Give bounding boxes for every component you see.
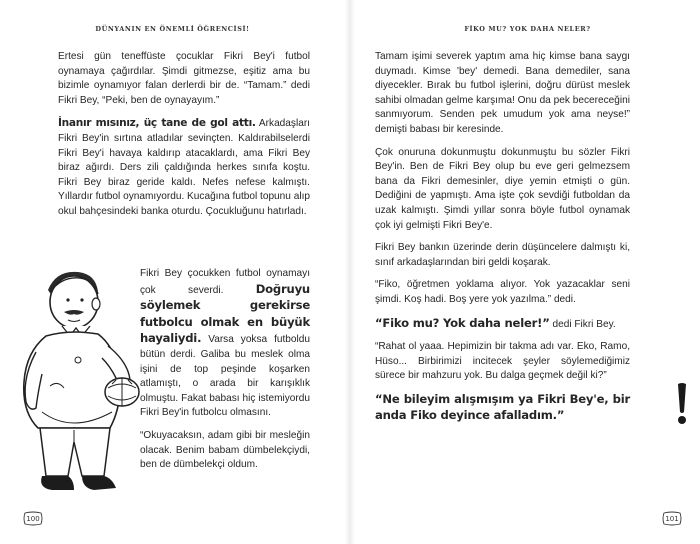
right-paragraph-2: Çok onuruna dokunmuştu dokunmuştu bu sözler Fikri Bey'in. Ben de Fikri Bey olup bu eve geri gelmezsem bana da Fikri demesinler, diye yemin etmişti o gün. Dediğini de yapmıştı. Ama işte çok sevdiği futboldan da uzak kalmıştı. Şimdi yıllar sonra böyle futbol oynamak çok iyi gelmişti Fikri Bey'e.: [375, 146, 630, 231]
right-page: [355, 0, 700, 544]
left-page-number-text: 100: [26, 514, 40, 523]
right-paragraph-7-highlight: “Ne bileyim alışmışım ya Fikri Bey'e, bir anda Fiko deyince afalladım.”: [375, 391, 630, 423]
book-gutter: [345, 0, 355, 544]
right-paragraph-5-rest: dedi Fikri Bey.: [549, 318, 616, 330]
left-paragraph-2: [58, 116, 310, 219]
right-text-block: [375, 50, 630, 433]
right-paragraph-3: Fikri Bey bankın üzerinde derin düşüncelere dalmıştı ki, sınıf arkadaşlarından biri geldi koşarak.: [375, 242, 630, 268]
right-paragraph-1: Tamam işimi severek yaptım ama hiç kimse bana saygı duymadı. Kimse 'bey' demedi. Bana demediler, sana diyecekler. Bırak bu futbol işlerini, doğru dürüst meslek sahibi olmadan gelme karşıma! Onu da pek becereceğini sanmıyorum. Senden pek umudum yok ama neyse!” demişti babası bir keresinde.: [375, 51, 630, 135]
left-paragraph-3-start: Fikri Bey çocukken futbol oynamayı çok severdi.: [140, 268, 310, 296]
left-paragraph-3-rest: Varsa yoksa futboldu bütün derdi. Galiba bu meslek olma işini de top peşinde koşarken atlamıştı, o arada bir karışıklık olmuştu. Fakat babası hiç istemiyordu Fikri Bey'in futbolcu olmasını.: [140, 334, 310, 419]
left-text-block-top: [58, 50, 310, 228]
left-paragraph-1: Ertesi gün teneffüste çocuklar Fikri Bey'i futbol oynamaya çağırdılar. Şimdi gitmezse, eşitiz ama bu bizimle oynamıyor falan derlerdi bir de. “Tamam.” dedi Fikri Bey, “Peki, ben de oynayayım.”: [58, 51, 310, 106]
right-paragraph-4: “Fiko, öğretmen yoklama alıyor. Yok yazacaklar seni şimdi. Koş hadi. Boş yere yok yazılma.” dedi.: [375, 279, 630, 305]
right-running-head: FİKO MU? YOK DAHA NELER?: [464, 25, 591, 33]
left-page-number: [22, 511, 44, 526]
left-paragraph-3: [140, 267, 310, 421]
right-paragraph-5-highlight: “Fiko mu? Yok daha neler!”: [375, 315, 550, 330]
right-paragraph-5: [375, 316, 630, 333]
right-page-number: [661, 511, 683, 526]
right-page-number-text: 101: [665, 514, 679, 523]
fikri-bey-illustration: [12, 262, 142, 494]
left-text-block-bottom: [140, 267, 310, 481]
left-paragraph-4: “Okuyacaksın, adam gibi bir mesleğin olacak. Benim babam dümbelekçiydi, ben de dümbelekçi oldum.: [140, 429, 310, 471]
left-paragraph-2-highlight: İnanır mısınız, üç tane de gol attı.: [58, 117, 256, 130]
left-page: [0, 0, 345, 544]
left-paragraph-2-rest: Arkadaşları Fikri Bey'in sırtına atladılar sevinçten. Kaldırabilselerdi Fikri Bey'i havaya kaldırıp atacaklardı, ama Fikri Bey biraz ağırdı. Ders zili çaldığında herkes sınıfa koştu. Fikri Bey biraz geride kaldı. Nefes nefese kalmıştı. Yıllardır futbol oynamıyordu. Kucağına futbol topunu alıp okul bahçesindeki banka oturdu. Çocukluğunu hatırladı.: [58, 118, 310, 217]
right-paragraph-6: “Rahat ol yaaa. Hepimizin bir takma adı var. Eko, Ramo, Hüso... Birbirimizi incitecek şeyler söylemediğimiz sürece bir mahzuru yok. Bu dalga geçmek değil ki?”: [375, 341, 630, 382]
exclamation-icon: [673, 382, 691, 426]
left-paragraph-3-highlight: Doğruyu söylemek gerekirse futbolcu olmak en büyük hayaliydi.: [140, 281, 310, 346]
left-running-head: DÜNYANIN EN ÖNEMLİ ÖĞRENCİSİ!: [95, 25, 250, 33]
right-paragraph-7: [375, 392, 630, 425]
